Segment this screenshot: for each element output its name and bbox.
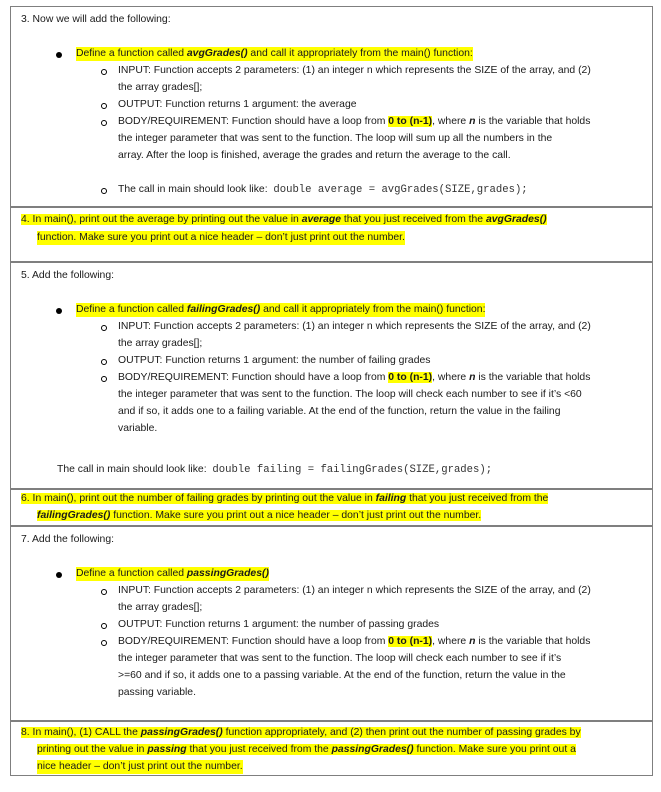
section-4	[10, 207, 653, 262]
circle-bullet	[101, 103, 107, 109]
section-8-line-3: nice header – don’t just print out the number.	[37, 761, 243, 772]
passinggrades-definition: Define a function called passingGrades()	[76, 568, 269, 579]
body-line-3: and if so, it adds one to a failing variable. At the end of the function, return the value in the failing	[118, 406, 561, 417]
output-line: OUTPUT: Function returns 1 argument: the average	[118, 99, 357, 110]
input-line-1: INPUT: Function accepts 2 parameters: (1) an integer n which represents the SIZE of the array, and (2)	[118, 585, 591, 596]
bullet-dot	[56, 308, 62, 314]
body-line-1: BODY/REQUIREMENT: Function should have a loop from 0 to (n-1), where n is the variable that holds	[118, 372, 591, 383]
body-line-2: the integer parameter that was sent to the function. The loop will check each number to see if it’s <60	[118, 389, 582, 400]
body-line-3: array. After the loop is finished, average the grades and return the average to the call.	[118, 150, 511, 161]
input-line-2: the array grades[];	[118, 82, 203, 93]
section-4-line-1: 4. In main(), print out the average by printing out the value in average that you just received from the avgGrades()	[21, 214, 547, 225]
input-line-1: INPUT: Function accepts 2 parameters: (1) an integer n which represents the SIZE of the array, and (2)	[118, 321, 591, 332]
avggrades-definition: Define a function called avgGrades() and call it appropriately from the main() function:	[76, 48, 473, 59]
call-line: The call in main should look like: double failing = failingGrades(SIZE,grades);	[57, 464, 493, 476]
input-line-2: the array grades[];	[118, 338, 203, 349]
circle-bullet	[101, 188, 107, 194]
bullet-dot	[56, 572, 62, 578]
circle-bullet	[101, 325, 107, 331]
input-line-1: INPUT: Function accepts 2 parameters: (1) an integer n which represents the SIZE of the array, and (2)	[118, 65, 591, 76]
section-3-heading: 3. Now we will add the following:	[21, 14, 171, 25]
circle-bullet	[101, 69, 107, 75]
body-line-2: the integer parameter that was sent to the function. The loop will check each number to see if it’s	[118, 653, 562, 664]
section-6-line-2: failingGrades() function. Make sure you print out a nice header – don’t just print out the number.	[37, 510, 482, 521]
call-line: The call in main should look like: double average = avgGrades(SIZE,grades);	[118, 184, 528, 196]
circle-bullet	[101, 589, 107, 595]
section-8	[10, 721, 653, 776]
circle-bullet	[101, 376, 107, 382]
body-line-3: >=60 and if so, it adds one to a passing variable. At the end of the function, return the value in the	[118, 670, 566, 681]
section-8-line-2: printing out the value in passing that you just received from the passingGrades() function. Make sure you print out a	[37, 744, 576, 755]
circle-bullet	[101, 640, 107, 646]
input-line-2: the array grades[];	[118, 602, 203, 613]
section-4-line-2: function. Make sure you print out a nice header – don’t just print out the number.	[37, 232, 405, 243]
bullet-dot	[56, 52, 62, 58]
output-line: OUTPUT: Function returns 1 argument: the number of passing grades	[118, 619, 440, 630]
section-6-line-1: 6. In main(), print out the number of failing grades by printing out the value in failing that you just received from the	[21, 493, 549, 504]
section-5	[10, 262, 653, 489]
section-7-heading: 7. Add the following:	[21, 534, 115, 545]
section-6	[10, 489, 653, 526]
section-5-heading: 5. Add the following:	[21, 270, 115, 281]
section-3	[10, 6, 653, 207]
output-line: OUTPUT: Function returns 1 argument: the number of failing grades	[118, 355, 431, 366]
section-8-line-1: 8. In main(), (1) CALL the passingGrades() function appropriately, and (2) then print out the number of passing grades by	[21, 727, 581, 738]
body-line-2: the integer parameter that was sent to the function. The loop will sum up all the numbers in the	[118, 133, 553, 144]
circle-bullet	[101, 623, 107, 629]
section-7	[10, 526, 653, 721]
circle-bullet	[101, 120, 107, 126]
body-line-4: variable.	[118, 423, 158, 434]
body-line-1: BODY/REQUIREMENT: Function should have a loop from 0 to (n-1), where n is the variable that holds	[118, 116, 591, 127]
body-line-1: BODY/REQUIREMENT: Function should have a loop from 0 to (n-1), where n is the variable that holds	[118, 636, 591, 647]
body-line-4: passing variable.	[118, 687, 196, 698]
circle-bullet	[101, 359, 107, 365]
failinggrades-definition: Define a function called failingGrades() and call it appropriately from the main() function:	[76, 304, 486, 315]
